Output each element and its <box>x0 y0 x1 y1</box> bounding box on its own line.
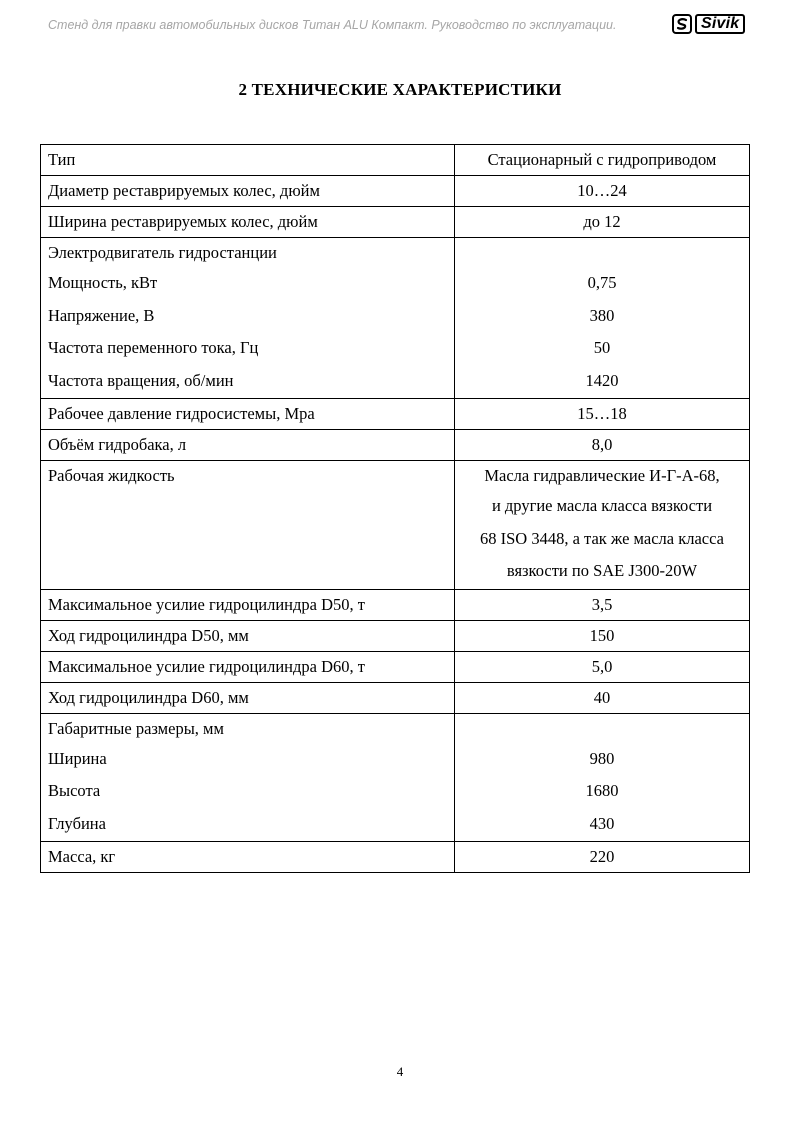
row-value-cell: Масла гидравлические И-Г-А-68, и другие масла класса вязкости 68 ISO 3448, а так же масла класса вязкости по SAE J300-20W <box>455 461 750 590</box>
row-name-cell: Ширина реставрируемых колес, дюйм <box>41 207 455 238</box>
row-name-cell: Масса, кг <box>41 842 455 873</box>
table-row <box>41 430 750 461</box>
row-value-cell: 0,75 380 50 1420 <box>455 238 750 399</box>
page-header <box>0 0 800 50</box>
row-value-cell: до 12 <box>455 207 750 238</box>
table-row <box>41 145 750 176</box>
page-number: 4 <box>396 1064 404 1079</box>
row-name-cell: Ход гидроцилиндра D50, мм <box>41 620 455 651</box>
row-value-cell: 150 <box>455 620 750 651</box>
table-row <box>41 176 750 207</box>
row-value-cell: 3,5 <box>455 589 750 620</box>
row-name-cell: Рабочая жидкость <box>41 461 455 590</box>
table-row <box>41 207 750 238</box>
row-value-cell: 5,0 <box>455 651 750 682</box>
logo-swirl-icon <box>675 17 689 31</box>
table-row <box>41 461 750 590</box>
row-name-cell: Электродвигатель гидростанции Мощность, кВт Напряжение, В Частота переменного тока, Гц Частота вращения, об/мин <box>41 238 455 399</box>
row-name-cell: Диаметр реставрируемых колес, дюйм <box>41 176 455 207</box>
table-row <box>41 842 750 873</box>
row-value-cell: 220 <box>455 842 750 873</box>
specs-table <box>40 144 750 873</box>
row-value-cell: 40 <box>455 682 750 713</box>
table-row <box>41 589 750 620</box>
row-name-cell: Габаритные размеры, мм Ширина Высота Глубина <box>41 713 455 842</box>
row-name-cell: Тип <box>41 145 455 176</box>
row-value-cell: Стационарный с гидроприводом <box>455 145 750 176</box>
logo-text: Sivik <box>695 14 745 34</box>
row-name-cell: Максимальное усилие гидроцилиндра D50, т <box>41 589 455 620</box>
row-name-cell: Рабочее давление гидросистемы, Мра <box>41 399 455 430</box>
row-value-cell: 8,0 <box>455 430 750 461</box>
section-title: 2 ТЕХНИЧЕСКИЕ ХАРАКТЕРИСТИКИ <box>238 80 562 99</box>
header-text: Стенд для правки автомобильных дисков Титан ALU Компакт. Руководство по эксплуатации. <box>48 18 617 32</box>
table-row <box>41 682 750 713</box>
row-name-cell: Ход гидроцилиндра D60, мм <box>41 682 455 713</box>
row-value-cell: 10…24 <box>455 176 750 207</box>
logo-icon <box>672 14 692 34</box>
brand-logo <box>672 13 754 35</box>
row-name-cell: Объём гидробака, л <box>41 430 455 461</box>
table-row <box>41 620 750 651</box>
table-row <box>41 713 750 842</box>
table-row <box>41 651 750 682</box>
table-row <box>41 399 750 430</box>
row-name-cell: Максимальное усилие гидроцилиндра D60, т <box>41 651 455 682</box>
row-value-cell: 980 1680 430 <box>455 713 750 842</box>
row-value-cell: 15…18 <box>455 399 750 430</box>
table-row <box>41 238 750 399</box>
